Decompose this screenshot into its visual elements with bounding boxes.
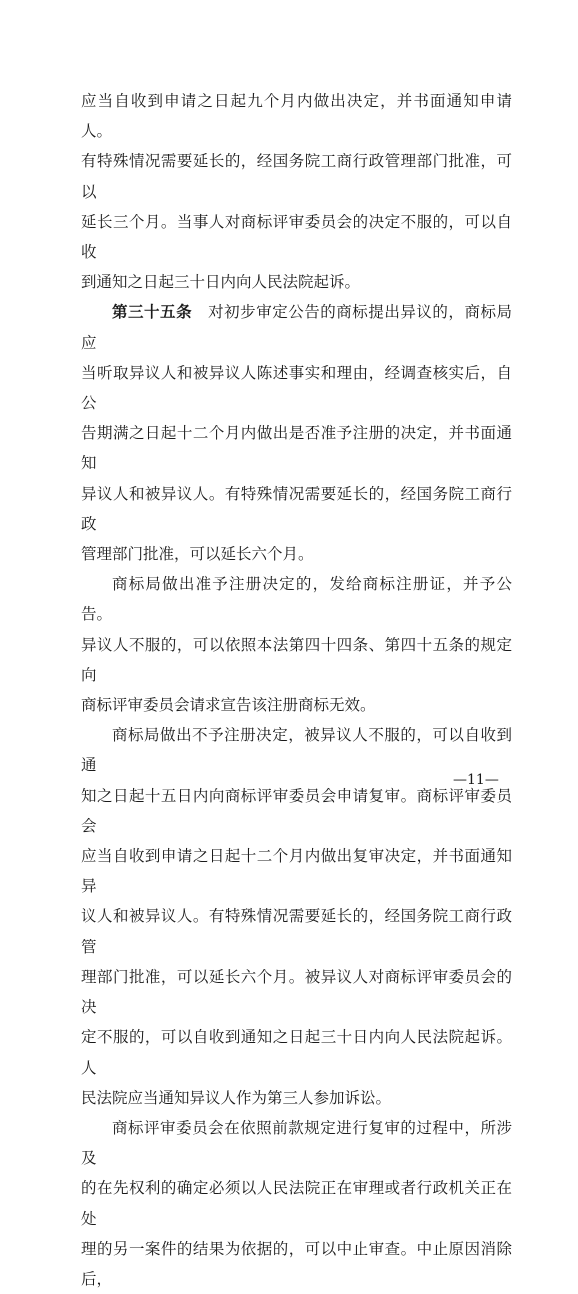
paragraph-3 bbox=[81, 569, 512, 720]
text-line: 理的另一案件的结果为依据的，可以中止审查。中止原因消除后， bbox=[81, 1239, 512, 1288]
paragraph-5 bbox=[81, 1113, 512, 1294]
text-line: 商标评审委员会在依照前款规定进行复审的过程中，所涉及 bbox=[81, 1118, 512, 1168]
text-line: 定不服的，可以自收到通知之日起三十日内向人民法院起诉。人 bbox=[81, 1028, 512, 1077]
text-line: 告期满之日起十二个月内做出是否准予注册的决定，并书面通知 bbox=[81, 424, 512, 473]
text-line: 民法院应当通知异议人作为第三人参加诉讼。 bbox=[81, 1088, 392, 1107]
text-line: 对初步审定公告的商标提出异议的，商标局应 bbox=[81, 303, 512, 352]
text-line: 议人和被异议人。有特殊情况需要延长的，经国务院工商行政管 bbox=[81, 907, 512, 956]
article-number: 第三十五条 bbox=[112, 303, 193, 322]
text-line: 当听取异议人和被异议人陈述事实和理由，经调查核实后，自公 bbox=[81, 363, 512, 413]
text-line: 应当自收到申请之日起九个月内做出决定，并书面通知申请人。 bbox=[81, 92, 512, 141]
text-line: 的在先权利的确定必须以人民法院正在审理或者行政机关正在处 bbox=[81, 1179, 512, 1228]
text-line: 延长三个月。当事人对商标评审委员会的决定不服的，可以自收 bbox=[81, 212, 512, 262]
text-line: 知之日起十五日内向商标评审委员会申请复审。商标评审委员会 bbox=[81, 786, 512, 835]
text-line: 有特殊情况需要延长的，经国务院工商行政管理部门批准，可以 bbox=[81, 152, 512, 201]
paragraph-4 bbox=[81, 720, 512, 1113]
text-line: 管理部门批准，可以延长六个月。 bbox=[81, 545, 314, 564]
text-line: 理部门批准，可以延长六个月。被异议人对商标评审委员会的决 bbox=[81, 967, 512, 1017]
page-number: —11— bbox=[453, 772, 499, 788]
text-line: 商标评审委员会请求宣告该注册商标无效。 bbox=[81, 696, 376, 715]
text-line: 商标局做出准予注册决定的，发给商标注册证，并予公告。 bbox=[81, 575, 512, 624]
paragraph-1 bbox=[81, 86, 512, 297]
text-line: 到通知之日起三十日内向人民法院起诉。 bbox=[81, 273, 361, 292]
document-body bbox=[81, 86, 512, 1294]
text-line: 异议人不服的，可以依照本法第四十四条、第四十五条的规定向 bbox=[81, 635, 512, 684]
paragraph-article-35 bbox=[81, 297, 512, 569]
text-line: 应当自收到申请之日起十二个月内做出复审决定，并书面通知异 bbox=[81, 847, 512, 896]
text-line: 商标局做出不予注册决定，被异议人不服的，可以自收到通 bbox=[81, 726, 512, 775]
text-line: 异议人和被异议人。有特殊情况需要延长的，经国务院工商行政 bbox=[81, 484, 512, 533]
